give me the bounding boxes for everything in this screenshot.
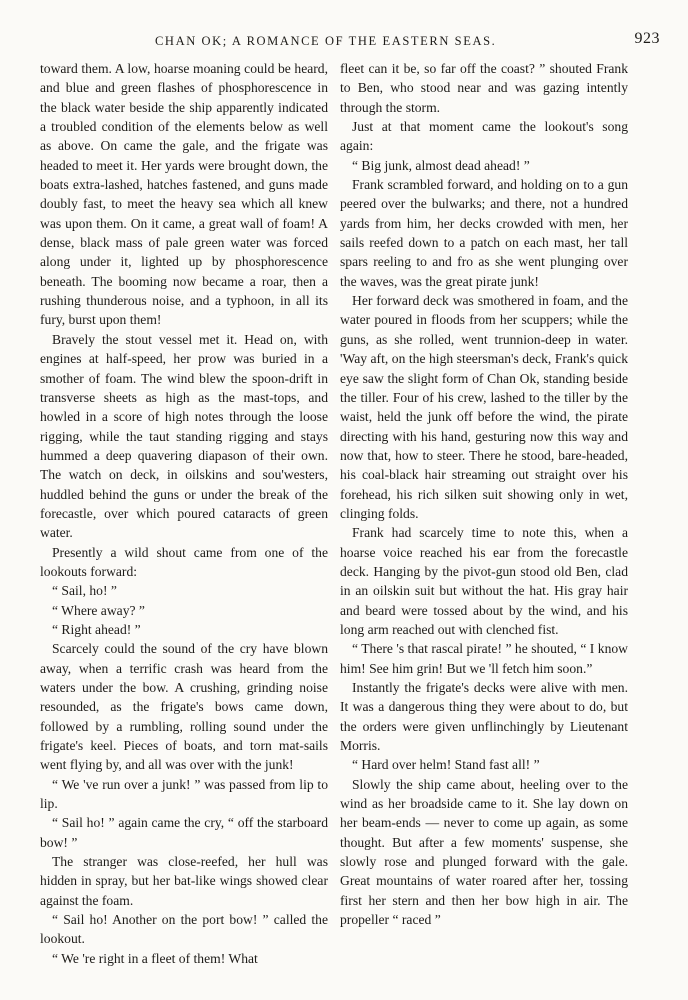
paragraph: toward them. A low, hoarse moaning could be heard, and blue and green flashes of phosphorescence in the black water beside the ship apparently indicated a troubled condition of the elements below as well as above. On came the gale, and the frigate was headed to meet it. Her yards were brought down, the boats extra-lashed, hatches fastened, and guns made doubly fast, to meet the heavy sea which all knew was upon them. On it came, a great wall of foam! A dense, black mass of pale green water was forced along under it, lighted up by phosphorescence beneath. The booming now became a roar, then a rushing thunderous noise, and a typhoon, in all its fury, burst upon them! [40,61,328,328]
dialogue-line: “ Hard over helm! Stand fast all! ” [352,757,540,773]
paragraph: Scarcely could the sound of the cry have blown away, when a terrific crash was heard from the waters under the bow. A crushing, grinding noise resounded, as the frigate's bows came down, followed by a rumbling, rolling sound under the frigate's keel. Pieces of boats, and torn mat-sails went flying by, and all was over with the junk! [40,641,328,773]
dialogue-line: “ Big junk, almost dead ahead! ” [352,157,530,173]
left-column [40,59,328,968]
paragraph: “ We 've run over a junk! ” was passed from lip to lip. [40,776,328,812]
paragraph: fleet can it be, so far off the coast? ” shouted Frank to Ben, who stood near and was gazing intently through the storm. [340,61,628,115]
paragraph: Instantly the frigate's decks were alive with men. It was a dangerous thing they were about to do, but the orders were given unflinchingly by Lieutenant Morris. [340,680,628,754]
paragraph: Her forward deck was smothered in foam, and the water poured in floods from her scuppers; while the guns, as she rolled, went trunnion-deep in water. 'Way aft, on the high steersman's deck, Frank's quick eye saw the slight form of Chan Ok, standing beside the tiller. Four of his crew, lashed to the tiller by the waist, held the junk off before the wind, the pirate directing with his hand, gesturing now this way and now that, how to steer. There he stood, bare-headed, his coal-black hair streaming out straight over his forehead, his rich silken suit showing only in wet, clinging folds. [340,293,628,521]
page-number: 923 [634,30,660,47]
paragraph: The stranger was close-reefed, her hull was hidden in spray, but her bat-like wings showed clear against the foam. [40,854,328,908]
paragraph: Slowly the ship came about, heeling over to the wind as her broadside came to it. She lay down on her beam-ends — never to come up again, as some thought. But after a few moments' suspense, she slowly rose and plunged forward with the gale. Great mountains of water roared after her, tossing first her stern and then her bow high in air. The propeller “ raced ” [340,776,628,928]
paragraph: Frank had scarcely time to note this, when a hoarse voice reached his ear from the forecastle deck. Hanging by the pivot-gun stood old Ben, clad in an oilskin suit but without the hat. His gray hair and beard were tossed about by the wind, and his long arm reached out with clenched fist. [340,525,628,637]
paragraph: “ There 's that rascal pirate! ” he shouted, “ I know him! See him grin! But we 'll fetch him soon.” [340,641,628,676]
paragraph: Presently a wild shout came from one of the lookouts forward: [40,544,328,579]
paragraph: “ We 're right in a fleet of them! What [52,950,258,966]
page-header [40,30,660,52]
paragraph: “ Sail ho! ” again came the cry, “ off the starboard bow! ” [40,815,328,850]
paragraph: Frank scrambled forward, and holding on to a gun peered over the bulwarks; and there, not a hundred yards from him, her decks crowded with men, her sails reefed down to a patch on each mast, her tall spars reeling to and fro as she went plunging over the waves, was the great pirate junk! [340,177,628,289]
right-column [340,59,628,929]
dialogue-line: “ Sail, ho! ” [52,583,117,599]
running-title: CHAN OK; A ROMANCE OF THE EASTERN SEAS. [155,34,497,48]
paragraph: Bravely the stout vessel met it. Head on, with engines at half-speed, her prow was buried in a smother of foam. The wind blew the spoon-drift in transverse sheets as high as the mast-tops, and howled in a score of high notes through the loose rigging, while the taut standing rigging and stays hummed a deep quavering diapason of their own. The watch on deck, in oilskins and sou'westers, huddled behind the guns or under the break of the forecastle, over which poured cataracts of green water. [40,331,328,541]
paragraph: Just at that moment came the lookout's song again: [340,119,628,154]
dialogue-line: “ Right ahead! ” [52,621,141,637]
paragraph: “ Sail ho! Another on the port bow! ” called the lookout. [40,912,328,947]
dialogue-line: “ Where away? ” [52,602,145,618]
